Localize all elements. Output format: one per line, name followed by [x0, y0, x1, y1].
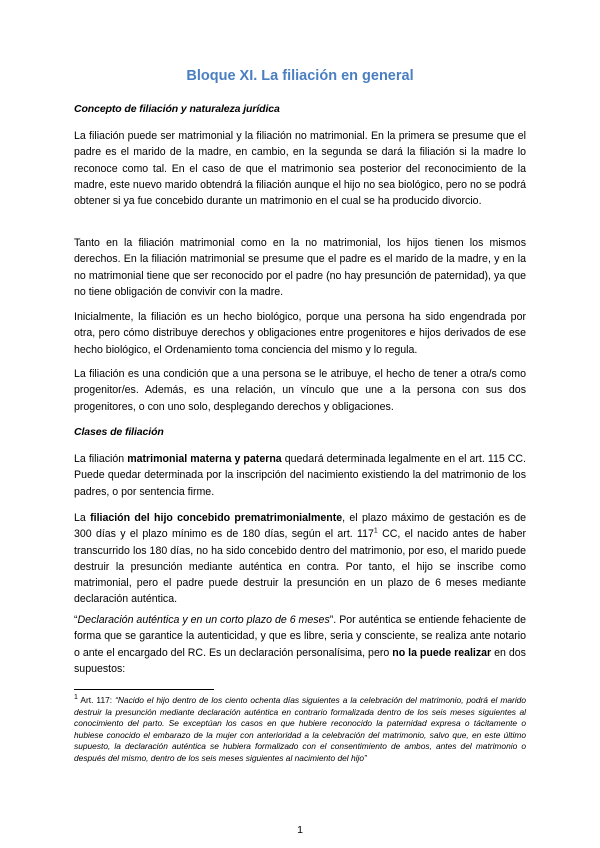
footnote-text: “Nacido el hijo dentro de los ciento ochenta días siguientes a la celebración del matrimonio, podrá el marido destruir la presunción mediante declaración auténtica en contrario formalizada dentro de los seis meses siguientes al conocimiento del parto. Se exceptúan los casos en que hubiere reconocido la paternidad expresa o tácitamente o hubiese conocido el embarazo de la mujer con anterioridad a la celebración del matrimonio, salvo que, en este último supuesto, la declaración auténtica se hubiera formalizado con el consentimiento de ambos, antes del matrimonio o después del mismo, dentro de los seis meses siguientes al nacimiento del hijo”	[74, 695, 526, 763]
p6-text-d: CC, el nacido antes de haber transcurrido los 180 días, no ha sido concebido dentro del matrimonio, por eso, el marido puede destruir la presunción mediante auténtica en contra. Por tanto, el hijo se inscribe como matrimonial, pero el padre puede destruir la presunción en un plazo de 6 meses mediante declaración auténtica.	[74, 528, 526, 606]
paragraph-1: La filiación puede ser matrimonial y la filiación no matrimonial. En la primera se presume que el padre es el marido de la madre, en cambio, en la segunda se dará la filiación si la madre lo reconoce como tal. En el caso de que el matrimonio sea posterior del reconocimiento de la madre, este nuevo marido obtendrá la filiación aunque el hijo no sea biológico, pero no se podrá obtener si ya fue concebido durante un matrimonio en el cual se ha producido divorcio.	[74, 130, 526, 208]
paragraph-3: Inicialmente, la filiación es un hecho biológico, porque una persona ha sido engendrada por otra, pero cómo distribuye derechos y obligaciones entre progenitores e hijos derivados de ese hecho biológico, el Ordenamiento toma conciencia del mismo y lo regula.	[74, 311, 526, 356]
p6-bold: filiación del hijo concebido prematrimonialmente	[90, 512, 343, 524]
page-title: Bloque XI. La filiación en general	[186, 68, 414, 84]
footnote-ref: Art. 117:	[77, 695, 116, 705]
p6-text-c: , el plazo máximo de gestación es de 300 días y el plazo mínimo es de 180 días, según el art. 117	[74, 512, 526, 541]
p7-open-quote: “	[74, 614, 78, 626]
paragraph-4: La filiación es una condición que a una persona se le atribuye, el hecho de tener a otra/s como progenitor/es. Además, es una relación, un vínculo que une a la persona con sus dos progenitores, o con uno solo, desplegando derechos y obligaciones.	[74, 368, 526, 413]
p5-bold: matrimonial materna y paterna	[127, 453, 282, 465]
p6-text-a: La	[74, 512, 91, 524]
footnote-reference[interactable]: 1	[373, 527, 378, 535]
p5-text-a: La filiación	[74, 453, 128, 465]
paragraph-7	[74, 612, 526, 677]
p7-text-e: en dos supuestos:	[74, 646, 526, 675]
section-heading-clases: Clases de filiación	[74, 426, 164, 438]
paragraph-5	[74, 451, 526, 500]
p7-italic: Declaración auténtica y en un corto plazo de 6 meses	[77, 614, 330, 626]
p7-bold: no la puede realizar	[392, 646, 492, 659]
page-number: 1	[297, 824, 303, 836]
paragraph-2: Tanto en la filiación matrimonial como en la no matrimonial, los hijos tienen los mismos derechos. En la filiación matrimonial se presume que el padre es el marido de la madre, y en la no matrimonial tiene que ser reconocido por el padre (no hay presunción de paternidad), ya que no tiene obligación de convivir con la madre.	[74, 237, 526, 298]
footnote-mark: 1	[74, 694, 78, 702]
p5-text-c: quedará determinada legalmente en el art. 115 CC. Puede quedar determinada por la inscripción del nacimiento existiendo la del matrimonio de los padres, o por sentencia firme.	[74, 453, 527, 498]
section-heading-concepto: Concepto de filiación y naturaleza jurídica	[74, 103, 280, 115]
footnote	[74, 695, 526, 764]
paragraph-6	[74, 510, 526, 608]
p7-text-c: ”. Por auténtica se entiende fehaciente de forma que se garantice la autenticidad, y que es libre, seria y consciente, se realiza ante notario o ante el encargado del RC. Es un declaración personalísima, pero	[74, 614, 527, 659]
footnote-separator	[74, 689, 214, 690]
